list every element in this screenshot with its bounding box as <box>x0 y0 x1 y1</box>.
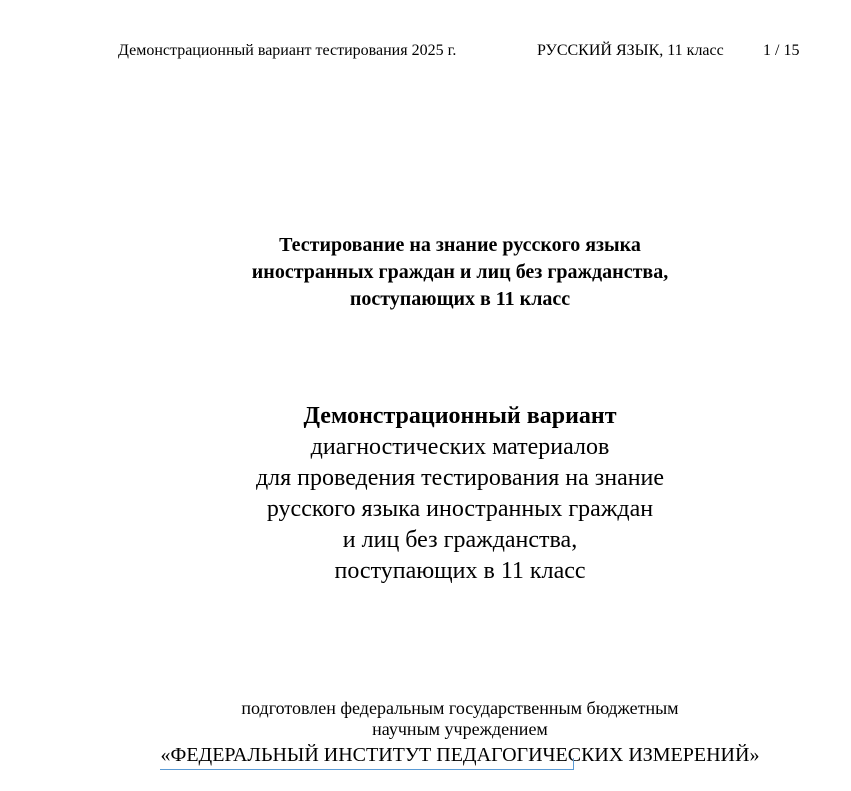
demo-line: русского языка иностранных граждан <box>266 496 654 522</box>
demo-line: и лиц без гражданства, <box>342 527 578 553</box>
demo-heading: Демонстрационный вариант <box>303 403 617 429</box>
demo-line: для проведения тестирования на знание <box>255 465 665 491</box>
test-title-line: Тестирование на знание русского языка <box>279 234 641 256</box>
header-page-indicator: 1 / 15 <box>763 42 800 59</box>
test-title-line: иностранных граждан и лиц без гражданства, <box>251 261 669 283</box>
demo-description <box>0 401 851 587</box>
prepared-by-line: подготовлен федеральным государственным бюджетным <box>241 698 679 718</box>
organization-wrap <box>0 742 851 768</box>
text-selection-underline <box>160 769 573 770</box>
test-title <box>0 232 851 313</box>
test-title-line: поступающих в 11 класс <box>349 288 571 310</box>
demo-line: диагностических материалов <box>310 434 610 460</box>
header-document-label: Демонстрационный вариант тестирования 2025 г. <box>118 42 457 59</box>
prepared-by-line: научным учреждением <box>372 719 548 739</box>
header-subject: РУССКИЙ ЯЗЫК, 11 класс <box>537 42 724 59</box>
organization-name: «ФЕДЕРАЛЬНЫЙ ИНСТИТУТ ПЕДАГОГИЧЕСКИХ ИЗМЕРЕНИЙ» <box>160 744 760 766</box>
demo-line: поступающих в 11 класс <box>334 558 586 584</box>
prepared-by <box>0 698 851 740</box>
text-cursor-mark <box>573 758 574 770</box>
